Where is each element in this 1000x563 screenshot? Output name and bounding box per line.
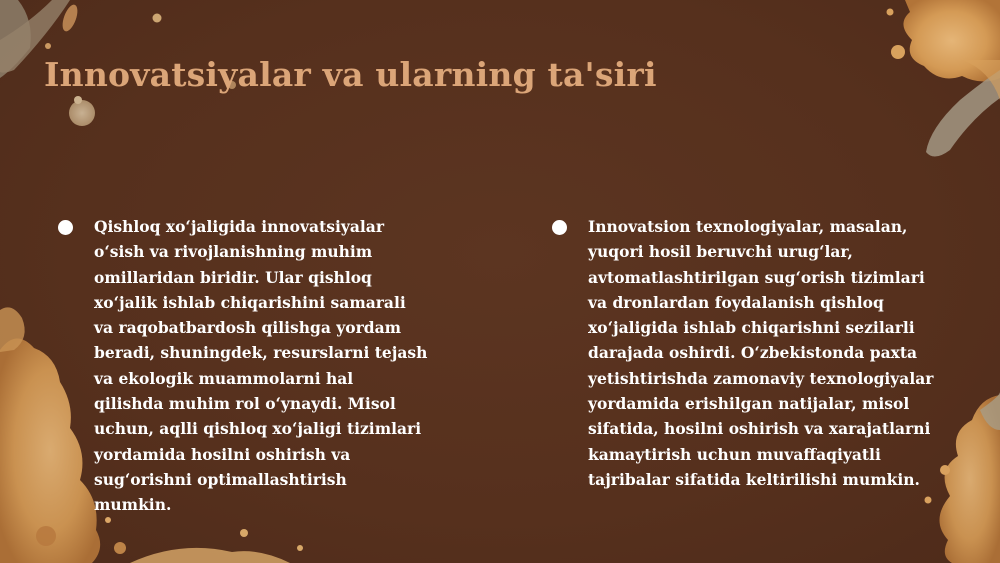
text-line: beradi, shuningdek, resurslarni tejash: [94, 343, 428, 363]
right-bullet-item: [552, 214, 952, 492]
text-line: Innovatsion texnologiyalar, masalan,: [588, 217, 908, 236]
text-line: sug‘orishni optimallashtirish: [94, 469, 347, 489]
slide-title: Innovatsiyalar va ularning ta'siri: [44, 55, 657, 94]
text-line: qilishda muhim rol o‘ynaydi. Misol: [94, 394, 396, 414]
bullet-icon: [58, 220, 73, 235]
text-line: yuqori hosil beruvchi urug‘lar,: [588, 242, 853, 262]
text-line: xo‘jaligida ishlab chiqarishni sezilarli: [588, 318, 915, 338]
top-right-splash: [887, 0, 1000, 157]
text-line: yordamida hosilni oshirish va: [94, 444, 351, 464]
text-line: yetishtirishda zamonaviy texnologiyalar: [588, 368, 934, 388]
text-line: o‘sish va rivojlanishning muhim: [94, 242, 373, 262]
bullet-icon: [552, 220, 567, 235]
text-line: avtomatlashtirilgan sug‘orish tizimlari: [588, 267, 925, 287]
left-bullet-item: [58, 214, 458, 518]
text-line: Qishloq xo‘jaligida innovatsiyalar: [94, 217, 384, 236]
text-line: yordamida erishilgan natijalar, misol: [588, 394, 910, 414]
right-bullet-text: [588, 214, 952, 492]
text-line: omillaridan biridir. Ular qishloq: [94, 267, 372, 287]
text-line: va raqobatbardosh qilishga yordam: [94, 318, 402, 338]
text-line: xo‘jalik ishlab chiqarishini samarali: [94, 292, 406, 312]
text-line: va ekologik muammolarni hal: [94, 368, 354, 388]
left-bullet-text: [94, 214, 458, 518]
text-line: va dronlardan foydalanish qishloq: [588, 292, 884, 312]
text-line: mumkin.: [94, 495, 172, 515]
text-line: sifatida, hosilni oshirish va xarajatlarni: [588, 419, 931, 439]
text-line: kamaytirish uchun muvaffaqiyatli: [588, 444, 881, 464]
text-line: tajribalar sifatida keltirilishi mumkin.: [588, 469, 920, 489]
text-line: darajada oshirdi. O‘zbekistonda paxta: [588, 343, 918, 363]
text-line: uchun, aqlli qishloq xo‘jaligi tizimlari: [94, 419, 422, 439]
